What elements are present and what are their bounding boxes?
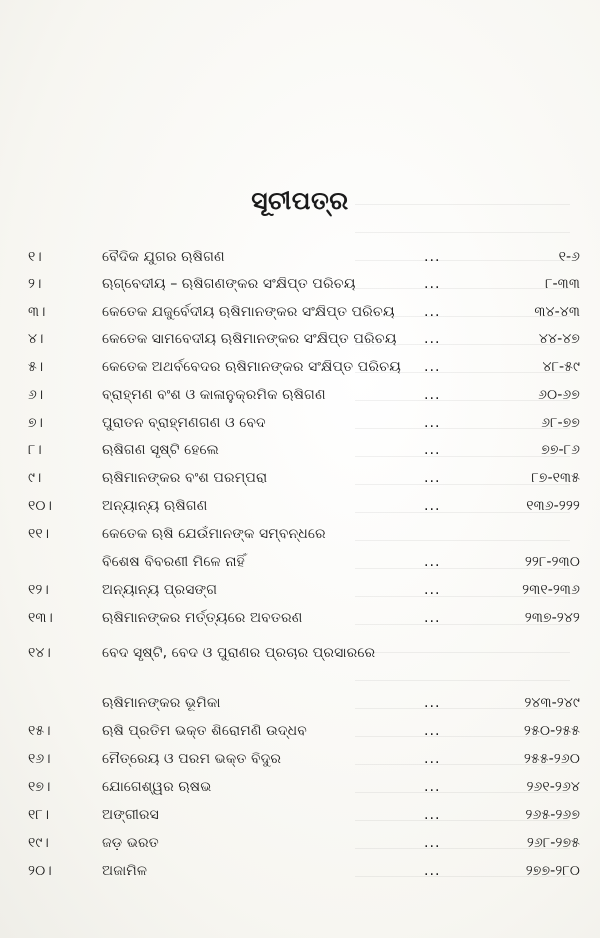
entry-number: ୭। xyxy=(28,415,44,431)
entry-number: ୮। xyxy=(28,442,42,458)
entry-title: ଅଙ୍ଗୀରସ xyxy=(102,807,159,823)
toc-entry xyxy=(0,746,600,772)
dot-leader: ... xyxy=(424,835,441,851)
entry-title: ଋଗ୍‌ବେଦୀୟ – ଋଷିଗଣଙ୍କର ସଂକ୍ଷିପ୍ତ ପରିଚୟ xyxy=(102,276,356,292)
page-range: ୨୩୧-୨୩୬ xyxy=(522,582,580,598)
entry-number: ୯। xyxy=(28,470,42,486)
toc-entry xyxy=(0,774,600,800)
entry-number: ୧୯। xyxy=(28,835,49,851)
page-range: ୪୪-୪୭ xyxy=(538,331,580,347)
entry-number: ୧୬। xyxy=(28,751,51,767)
entry-title: ଋଷିଗଣ ସୃଷ୍ଟି ହେଲେ xyxy=(102,442,219,458)
page-range: ୮୭-୧୩୫ xyxy=(531,470,580,486)
entry-title: ଋଷି ପ୍ରତିମ ଭକ୍ତ ଶିରୋମଣି ଉଦ୍ଧବ xyxy=(102,723,307,739)
page-range: ୧୩୬-୨୨୨ xyxy=(526,498,580,514)
entry-title: ବେଦ ସୃଷ୍ଟି, ବେଦ ଓ ପୁରାଣର ପ୍ରଚାର ପ୍ରସାରରେ xyxy=(102,645,376,661)
toc-entry xyxy=(0,802,600,828)
page-range: ୨୬୧-୨୬୪ xyxy=(526,779,580,795)
toc-entry xyxy=(0,605,600,631)
dot-leader: ... xyxy=(424,442,441,458)
toc-entry xyxy=(0,244,600,270)
entry-title-continued: ଋଷିମାନଙ୍କର ଭୂମିକା xyxy=(102,695,221,711)
entry-number: ୩। xyxy=(28,304,46,320)
toc-entry xyxy=(0,830,600,856)
page-range: ୬୮-୭୭ xyxy=(541,415,580,431)
entry-title: କେତେକ ଯଜୁର୍ବେଦୀୟ ଋଷିମାନଙ୍କର ସଂକ୍ଷିପ୍ତ ପରିଚୟ xyxy=(102,304,395,320)
page-title: ସୂଚୀପତ୍ର xyxy=(251,186,349,215)
page-range: ୪୮-୫୯ xyxy=(542,359,580,375)
toc-entry-continuation xyxy=(0,549,600,575)
toc-entry xyxy=(0,326,600,352)
entry-title: ଋଷିମାନଙ୍କର ବଂଶ ପରମ୍ପରା xyxy=(102,470,268,486)
entry-title-continued: ବିଶେଷ ବିବରଣୀ ମିଳେ ନାହିଁ xyxy=(102,554,245,570)
entry-title: ବ୍ରାହ୍ମଣ ବଂଶ ଓ କାଳାନୁକ୍ରମିକ ଋଷିଗଣ xyxy=(102,387,326,403)
page-range: ୨୩୭-୨୪୨ xyxy=(524,610,580,626)
dot-leader: ... xyxy=(424,723,441,739)
dot-leader: ... xyxy=(424,331,441,347)
entry-number: ୧୩। xyxy=(28,610,53,626)
page-range: ୮-୩୩ xyxy=(545,276,580,292)
toc-entry xyxy=(0,410,600,436)
dot-leader: ... xyxy=(424,415,441,431)
toc-entry xyxy=(0,640,600,666)
entry-number: ୧୧। xyxy=(28,526,50,542)
entry-number: ୧୫। xyxy=(28,723,51,739)
entry-title: ଯୋଗେଶ୍ୱର ଋଷଭ xyxy=(102,779,212,795)
entry-title: ଅନ୍ୟାନ୍ୟ ପ୍ରସଙ୍ଗ xyxy=(102,582,218,598)
entry-number: ୫। xyxy=(28,359,44,375)
dot-leader: ... xyxy=(424,498,441,514)
page-range: ୩୪-୪୩ xyxy=(534,304,580,320)
toc-entry xyxy=(0,354,600,380)
dot-leader: ... xyxy=(424,610,441,626)
page-range: ୨୪୩-୨୪୯ xyxy=(524,695,580,711)
dot-leader: ... xyxy=(424,276,441,292)
dot-leader: ... xyxy=(424,779,441,795)
dot-leader: ... xyxy=(424,387,441,403)
entry-title: ଜଡ଼ ଭରତ xyxy=(102,835,159,851)
entry-number: ୧୪। xyxy=(28,645,51,661)
entry-title: ଋଷିମାନଙ୍କର ମର୍ତ୍ତ୍ୟରେ ଅବତରଣ xyxy=(102,610,303,626)
toc-entry xyxy=(0,437,600,463)
page-range: ୬୦-୬୭ xyxy=(538,387,580,403)
page-range: ୨୭୭-୨୮୦ xyxy=(525,863,580,879)
toc-entry-continuation xyxy=(0,690,600,716)
dot-leader: ... xyxy=(424,582,441,598)
page-range: ୧-୬ xyxy=(558,249,580,265)
dot-leader: ... xyxy=(424,249,441,265)
entry-number: ୨। xyxy=(28,276,42,292)
toc-entry xyxy=(0,521,600,547)
dot-leader: ... xyxy=(424,863,441,879)
entry-title: କେତେକ ସାମବେଦୀୟ ଋଷିମାନଙ୍କର ସଂକ୍ଷିପ୍ତ ପରିଚୟ xyxy=(102,331,397,347)
entry-title: କେତେକ ଋଷି ଯେଉଁମାନଙ୍କ ସମ୍ବନ୍ଧରେ xyxy=(102,526,326,542)
entry-number: ୪। xyxy=(28,331,44,347)
entry-title: କେତେକ ଅଥର୍ବବେଦର ଋଷିମାନଙ୍କର ସଂକ୍ଷିପ୍ତ ପରିଚୟ xyxy=(102,359,401,375)
dot-leader: ... xyxy=(424,807,441,823)
toc-entry xyxy=(0,465,600,491)
toc-entry xyxy=(0,493,600,519)
entry-title: ଅଜାମିଳ xyxy=(102,863,148,879)
entry-number: ୧୦। xyxy=(28,498,53,514)
entry-title: ଅନ୍ୟାନ୍ୟ ଋଷିଗଣ xyxy=(102,498,208,514)
entry-number: ୬। xyxy=(28,387,44,403)
page-range: ୨୫୫-୨୬୦ xyxy=(523,751,580,767)
page-range: ୨୫୦-୨୫୫ xyxy=(523,723,580,739)
entry-number: ୧। xyxy=(28,249,42,265)
toc-entry xyxy=(0,718,600,744)
dot-leader: ... xyxy=(424,554,441,570)
toc-entry xyxy=(0,382,600,408)
page-range: ୭୭-୮୬ xyxy=(541,442,580,458)
dot-leader: ... xyxy=(424,695,441,711)
toc-entry xyxy=(0,271,600,297)
page-range: ୨୨୮-୨୩୦ xyxy=(524,554,580,570)
entry-title: ପୁରାତନ ବ୍ରାହ୍ମଣଗଣ ଓ ବେଦ xyxy=(102,415,266,431)
entry-title: ବୈଦିକ ଯୁଗର ଋଷିଗଣ xyxy=(102,249,225,265)
dot-leader: ... xyxy=(424,359,441,375)
toc-entry xyxy=(0,577,600,603)
toc-entry xyxy=(0,299,600,325)
page-range: ୨୬୮-୨୭୫ xyxy=(526,835,580,851)
dot-leader: ... xyxy=(424,304,441,320)
dot-leader: ... xyxy=(424,751,441,767)
entry-number: ୧୮। xyxy=(28,807,50,823)
dot-leader: ... xyxy=(424,470,441,486)
page-range: ୨୬୫-୨୬୭ xyxy=(525,807,580,823)
toc-entry xyxy=(0,858,600,884)
entry-number: ୨୦। xyxy=(28,863,52,879)
entry-title: ମୈତ୍ରେୟ ଓ ପରମ ଭକ୍ତ ବିଦୁର xyxy=(102,751,282,767)
entry-number: ୧୨। xyxy=(28,582,49,598)
entry-number: ୧୭। xyxy=(28,779,51,795)
